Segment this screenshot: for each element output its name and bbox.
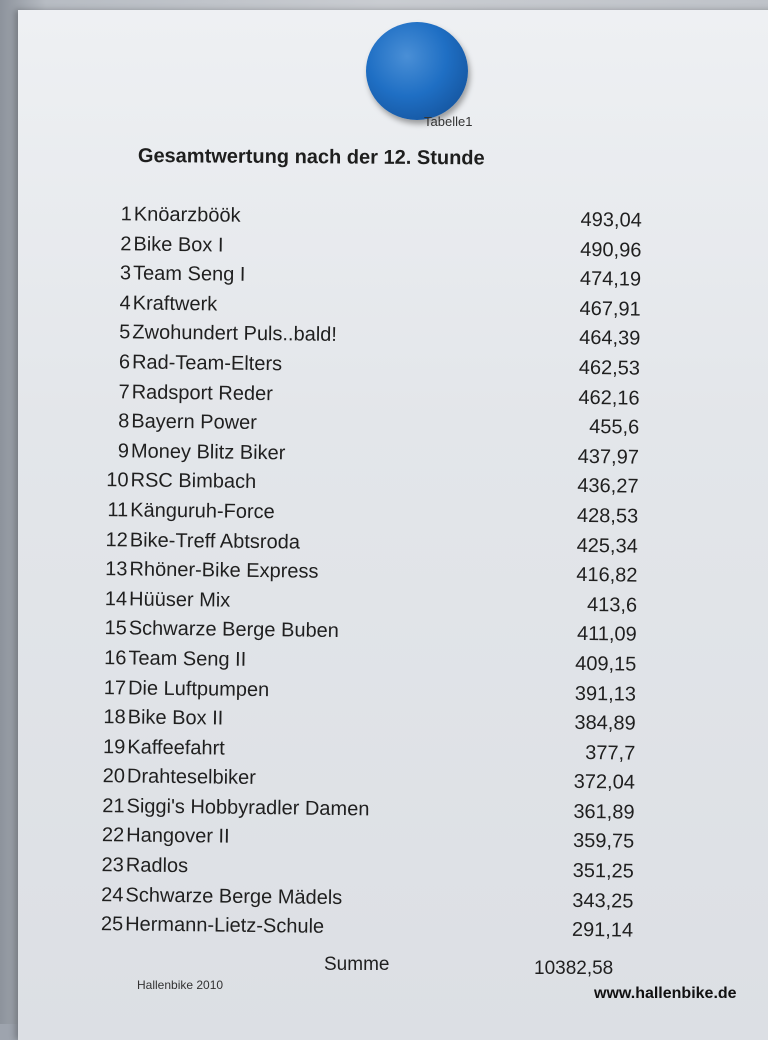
team-name-cell: Radsport Reder bbox=[131, 380, 273, 405]
team-name-cell: Drahteselbiker bbox=[126, 765, 257, 790]
team-name-cell: Schwarze Berge Mädels bbox=[125, 884, 343, 909]
score-cell: 372,04 bbox=[573, 771, 636, 794]
sum-label: Summe bbox=[324, 954, 390, 975]
score-cell: 462,16 bbox=[578, 386, 640, 410]
rank-cell: 13 bbox=[105, 558, 128, 581]
score-cell: 428,53 bbox=[576, 504, 639, 528]
team-name-cell: RSC Bimbach bbox=[130, 469, 257, 494]
blue-magnet bbox=[366, 22, 468, 120]
watermark: www.hallenbike.de bbox=[594, 985, 737, 1002]
rank-cell: 5 bbox=[119, 321, 131, 344]
sheet-name: Tabelle1 bbox=[424, 114, 473, 129]
team-name-cell: Schwarze Berge Buben bbox=[128, 617, 340, 643]
score-cell: 462,53 bbox=[578, 356, 641, 380]
score-cell: 413,6 bbox=[586, 593, 638, 617]
team-name-cell: Radlos bbox=[125, 854, 189, 878]
score-cell: 411,09 bbox=[576, 623, 637, 646]
score-cell: 409,15 bbox=[575, 652, 637, 676]
rank-cell: 24 bbox=[101, 883, 124, 907]
rank-cell: 6 bbox=[118, 351, 131, 374]
rank-cell: 18 bbox=[103, 706, 126, 729]
score-cell: 377,7 bbox=[585, 741, 636, 765]
rank-cell: 1 bbox=[120, 203, 132, 226]
team-name-cell: Kaffeefahrt bbox=[127, 736, 225, 760]
rank-cell: 10 bbox=[106, 469, 129, 492]
team-name-cell: Team Seng II bbox=[128, 647, 247, 671]
team-name-cell: Zwohundert Puls..bald! bbox=[132, 321, 338, 347]
rank-cell: 11 bbox=[107, 499, 129, 522]
team-name-cell: Hüüser Mix bbox=[128, 588, 231, 612]
team-name-cell: Die Luftpumpen bbox=[127, 676, 270, 701]
standings-table bbox=[89, 200, 658, 947]
team-name-cell: Känguruh-Force bbox=[130, 499, 275, 524]
team-name-cell: Rad-Team-Elters bbox=[131, 351, 283, 376]
score-cell: 437,97 bbox=[577, 445, 640, 469]
rank-cell: 17 bbox=[103, 676, 127, 699]
footer-text: Hallenbike 2010 bbox=[137, 978, 224, 992]
score-cell: 291,14 bbox=[571, 919, 634, 942]
team-name-cell: Bike Box II bbox=[127, 706, 224, 730]
sum-value: 10382,58 bbox=[534, 958, 614, 979]
rank-cell: 14 bbox=[104, 587, 128, 611]
team-name-cell: Kraftwerk bbox=[132, 292, 218, 316]
rank-cell: 9 bbox=[117, 440, 130, 463]
score-cell: 467,91 bbox=[579, 297, 641, 321]
rank-cell: 23 bbox=[101, 854, 125, 877]
score-cell: 361,89 bbox=[573, 800, 635, 824]
rank-cell: 8 bbox=[118, 410, 130, 433]
team-name-cell: Knöarzböök bbox=[133, 203, 241, 227]
team-name-cell: Hangover II bbox=[126, 824, 230, 849]
rank-cell: 22 bbox=[101, 824, 125, 847]
team-name-cell: Rhöner-Bike Express bbox=[129, 558, 319, 583]
team-name-cell: Money Blitz Biker bbox=[130, 440, 286, 465]
score-cell: 359,75 bbox=[572, 830, 635, 854]
team-name-cell: Siggi's Hobbyradler Damen bbox=[126, 795, 370, 821]
score-cell: 343,25 bbox=[572, 889, 634, 913]
rank-cell: 3 bbox=[119, 262, 132, 285]
rank-cell: 21 bbox=[102, 794, 125, 818]
score-cell: 464,39 bbox=[579, 327, 641, 351]
rank-cell: 15 bbox=[104, 617, 127, 640]
score-cell: 493,04 bbox=[580, 208, 642, 232]
rank-cell: 20 bbox=[102, 765, 126, 788]
rank-cell: 7 bbox=[118, 380, 130, 403]
score-cell: 436,27 bbox=[577, 475, 639, 498]
rank-cell: 16 bbox=[104, 647, 127, 670]
team-name-cell: Bike Box I bbox=[133, 233, 224, 257]
score-cell: 416,82 bbox=[576, 563, 638, 587]
team-name-cell: Bayern Power bbox=[131, 410, 258, 435]
rank-cell: 25 bbox=[100, 913, 124, 936]
score-cell: 455,6 bbox=[589, 416, 640, 439]
page-title: Gesamtwertung nach der 12. Stunde bbox=[137, 145, 485, 170]
score-cell: 351,25 bbox=[572, 859, 634, 883]
score-cell: 384,89 bbox=[574, 711, 636, 735]
team-name-cell: Bike-Treff Abtsroda bbox=[129, 528, 301, 554]
rank-cell: 4 bbox=[119, 292, 131, 315]
team-name-cell: Hermann-Lietz-Schule bbox=[125, 913, 325, 939]
score-cell: 474,19 bbox=[579, 268, 642, 291]
score-cell: 490,96 bbox=[580, 238, 642, 262]
score-cell: 391,13 bbox=[574, 682, 637, 706]
rank-cell: 2 bbox=[120, 232, 132, 256]
rank-cell: 12 bbox=[105, 528, 128, 551]
rank-cell: 19 bbox=[102, 735, 126, 759]
team-name-cell: Team Seng I bbox=[132, 262, 246, 286]
score-cell: 425,34 bbox=[576, 534, 638, 558]
